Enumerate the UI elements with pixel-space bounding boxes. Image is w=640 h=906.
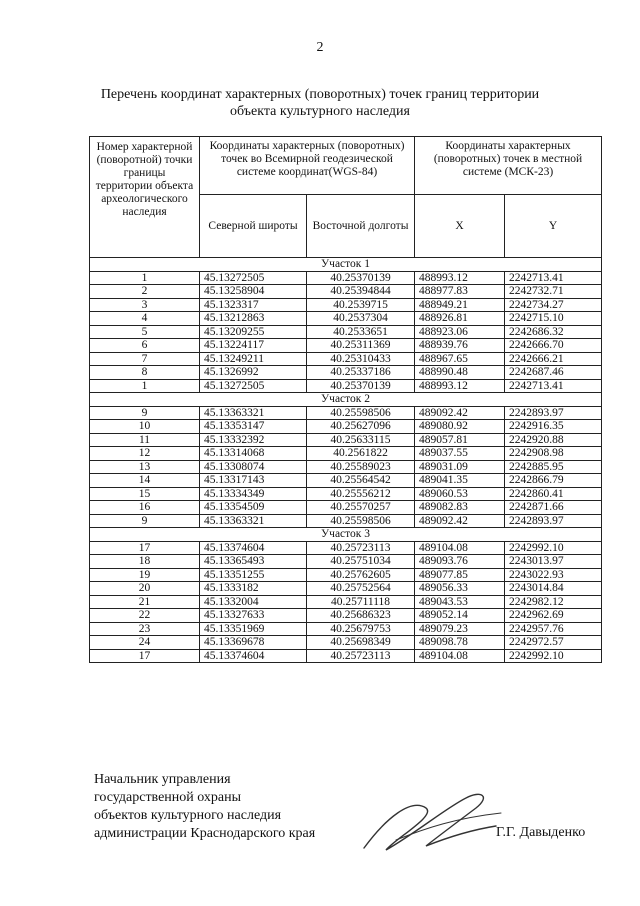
cell-latitude: 45.13363321 — [200, 406, 307, 420]
cell-point-number: 15 — [90, 487, 200, 501]
cell-longitude: 40.25310433 — [307, 352, 415, 366]
signer-position-line-4: администрации Краснодарского края — [94, 826, 316, 841]
section-label: Участок 3 — [90, 528, 602, 542]
cell-y: 2242885.95 — [505, 460, 602, 474]
cell-y: 2242893.97 — [505, 514, 602, 528]
cell-longitude: 40.25370139 — [307, 379, 415, 393]
cell-point-number: 12 — [90, 447, 200, 461]
cell-x: 488939.76 — [415, 339, 505, 353]
cell-y: 2242713.41 — [505, 379, 602, 393]
table-row — [90, 609, 602, 623]
cell-longitude: 40.25723113 — [307, 541, 415, 555]
cell-point-number: 1 — [90, 271, 200, 285]
title-line-1: Перечень координат характерных (поворотных) точек границ территории — [100, 87, 540, 102]
cell-x: 489052.14 — [415, 609, 505, 623]
signer-position-line-2: государственной охраны — [94, 790, 242, 805]
cell-y: 2242920.88 — [505, 433, 602, 447]
cell-x: 489093.76 — [415, 555, 505, 569]
cell-x: 489060.53 — [415, 487, 505, 501]
cell-y: 2243022.93 — [505, 568, 602, 582]
cell-latitude: 45.13351969 — [200, 622, 307, 636]
cell-x: 489079.23 — [415, 622, 505, 636]
cell-x: 489082.83 — [415, 501, 505, 515]
coordinates-table — [89, 136, 602, 663]
cell-longitude: 40.2561822 — [307, 447, 415, 461]
cell-latitude: 45.1332004 — [200, 595, 307, 609]
cell-y: 2242962.69 — [505, 609, 602, 623]
cell-longitude: 40.25752564 — [307, 582, 415, 596]
cell-point-number: 9 — [90, 514, 200, 528]
table-row — [90, 555, 602, 569]
cell-x: 488990.48 — [415, 366, 505, 380]
header-y: Y — [505, 195, 602, 258]
cell-latitude: 45.13209255 — [200, 325, 307, 339]
cell-y: 2242916.35 — [505, 420, 602, 434]
section-row — [90, 393, 602, 407]
cell-latitude: 45.13272505 — [200, 271, 307, 285]
table-row — [90, 339, 602, 353]
cell-latitude: 45.1323317 — [200, 298, 307, 312]
cell-latitude: 45.13374604 — [200, 649, 307, 663]
cell-point-number: 4 — [90, 312, 200, 326]
cell-longitude: 40.25751034 — [307, 555, 415, 569]
title-line-2: объекта культурного наследия — [230, 104, 410, 119]
table-row — [90, 595, 602, 609]
cell-latitude: 45.13272505 — [200, 379, 307, 393]
table-row — [90, 582, 602, 596]
table-row — [90, 352, 602, 366]
signer-name: Г.Г. Давыденко — [496, 825, 586, 840]
cell-y: 2242972.57 — [505, 636, 602, 650]
cell-point-number: 16 — [90, 501, 200, 515]
cell-longitude: 40.25589023 — [307, 460, 415, 474]
cell-longitude: 40.25311369 — [307, 339, 415, 353]
cell-x: 488923.06 — [415, 325, 505, 339]
cell-longitude: 40.2539715 — [307, 298, 415, 312]
cell-y: 2242992.10 — [505, 541, 602, 555]
section-label: Участок 2 — [90, 393, 602, 407]
cell-x: 489080.92 — [415, 420, 505, 434]
table-row — [90, 406, 602, 420]
table-row — [90, 501, 602, 515]
table-row — [90, 433, 602, 447]
cell-latitude: 45.13327633 — [200, 609, 307, 623]
cell-x: 489056.33 — [415, 582, 505, 596]
page-number: 2 — [316, 40, 324, 55]
cell-point-number: 13 — [90, 460, 200, 474]
table-row — [90, 636, 602, 650]
cell-longitude: 40.25394844 — [307, 285, 415, 299]
cell-point-number: 24 — [90, 636, 200, 650]
cell-point-number: 1 — [90, 379, 200, 393]
cell-longitude: 40.25686323 — [307, 609, 415, 623]
cell-x: 489098.78 — [415, 636, 505, 650]
header-x: X — [415, 195, 505, 258]
table-row — [90, 298, 602, 312]
table-row — [90, 541, 602, 555]
cell-latitude: 45.13332392 — [200, 433, 307, 447]
cell-y: 2242686.32 — [505, 325, 602, 339]
cell-y: 2242908.98 — [505, 447, 602, 461]
cell-y: 2242666.21 — [505, 352, 602, 366]
cell-latitude: 45.13308074 — [200, 460, 307, 474]
cell-point-number: 17 — [90, 541, 200, 555]
cell-longitude: 40.25723113 — [307, 649, 415, 663]
header-wgs-coordinates: Координаты характерных (поворотных) точек во Всемирной геодезической системе координат(WGS-84) — [200, 137, 415, 195]
cell-x: 489057.81 — [415, 433, 505, 447]
cell-y: 2242957.76 — [505, 622, 602, 636]
cell-x: 489104.08 — [415, 541, 505, 555]
cell-longitude: 40.25556212 — [307, 487, 415, 501]
cell-latitude: 45.1326992 — [200, 366, 307, 380]
cell-x: 488926.81 — [415, 312, 505, 326]
cell-y: 2242982.12 — [505, 595, 602, 609]
cell-longitude: 40.2537304 — [307, 312, 415, 326]
cell-point-number: 9 — [90, 406, 200, 420]
cell-point-number: 2 — [90, 285, 200, 299]
cell-longitude: 40.25711118 — [307, 595, 415, 609]
cell-x: 488967.65 — [415, 352, 505, 366]
cell-y: 2242666.70 — [505, 339, 602, 353]
cell-y: 2242715.10 — [505, 312, 602, 326]
cell-longitude: 40.25679753 — [307, 622, 415, 636]
cell-latitude: 45.13365493 — [200, 555, 307, 569]
header-msk-coordinates: Координаты характерных (поворотных) точек в местной системе (МСК-23) — [415, 137, 602, 195]
cell-y: 2242871.66 — [505, 501, 602, 515]
cell-point-number: 5 — [90, 325, 200, 339]
cell-x: 488993.12 — [415, 379, 505, 393]
cell-longitude: 40.25633115 — [307, 433, 415, 447]
cell-point-number: 17 — [90, 649, 200, 663]
cell-longitude: 40.25598506 — [307, 514, 415, 528]
section-row — [90, 258, 602, 272]
cell-point-number: 10 — [90, 420, 200, 434]
cell-latitude: 45.13351255 — [200, 568, 307, 582]
cell-latitude: 45.13334349 — [200, 487, 307, 501]
document-title — [60, 86, 580, 120]
cell-longitude: 40.25337186 — [307, 366, 415, 380]
cell-longitude: 40.25598506 — [307, 406, 415, 420]
cell-y: 2242893.97 — [505, 406, 602, 420]
cell-y: 2243013.97 — [505, 555, 602, 569]
cell-y: 2242713.41 — [505, 271, 602, 285]
coordinates-body — [90, 258, 602, 663]
table-row — [90, 649, 602, 663]
cell-x: 488949.21 — [415, 298, 505, 312]
cell-latitude: 45.13249211 — [200, 352, 307, 366]
cell-point-number: 22 — [90, 609, 200, 623]
signature-block — [94, 771, 315, 843]
cell-y: 2242860.41 — [505, 487, 602, 501]
cell-x: 489104.08 — [415, 649, 505, 663]
cell-x: 489092.42 — [415, 514, 505, 528]
cell-point-number: 6 — [90, 339, 200, 353]
cell-y: 2242734.27 — [505, 298, 602, 312]
table-row — [90, 568, 602, 582]
section-row — [90, 528, 602, 542]
cell-point-number: 3 — [90, 298, 200, 312]
table-row — [90, 447, 602, 461]
cell-x: 489041.35 — [415, 474, 505, 488]
cell-latitude: 45.13374604 — [200, 541, 307, 555]
section-label: Участок 1 — [90, 258, 602, 272]
cell-latitude: 45.13317143 — [200, 474, 307, 488]
header-longitude: Восточной долготы — [307, 195, 415, 258]
cell-latitude: 45.13369678 — [200, 636, 307, 650]
cell-point-number: 21 — [90, 595, 200, 609]
cell-x: 488993.12 — [415, 271, 505, 285]
cell-latitude: 45.13258904 — [200, 285, 307, 299]
cell-longitude: 40.25370139 — [307, 271, 415, 285]
signer-position-line-3: объектов культурного наследия — [94, 808, 282, 823]
cell-latitude: 45.13224117 — [200, 339, 307, 353]
header-point-number: Номер характерной (поворотной) точки границы территории объекта археологического наследия — [90, 137, 200, 258]
cell-x: 489092.42 — [415, 406, 505, 420]
table-row — [90, 474, 602, 488]
table-row — [90, 312, 602, 326]
cell-y: 2242866.79 — [505, 474, 602, 488]
cell-y: 2242732.71 — [505, 285, 602, 299]
cell-point-number: 20 — [90, 582, 200, 596]
cell-longitude: 40.25627096 — [307, 420, 415, 434]
cell-latitude: 45.13354509 — [200, 501, 307, 515]
cell-longitude: 40.25698349 — [307, 636, 415, 650]
cell-longitude: 40.2533651 — [307, 325, 415, 339]
signer-position-line-1: Начальник управления — [94, 772, 231, 787]
cell-latitude: 45.13212863 — [200, 312, 307, 326]
table-row — [90, 514, 602, 528]
cell-latitude: 45.13363321 — [200, 514, 307, 528]
table-row — [90, 460, 602, 474]
cell-point-number: 23 — [90, 622, 200, 636]
table-row — [90, 622, 602, 636]
table-row — [90, 325, 602, 339]
cell-latitude: 45.13314068 — [200, 447, 307, 461]
cell-x: 489037.55 — [415, 447, 505, 461]
table-row — [90, 379, 602, 393]
cell-longitude: 40.25762605 — [307, 568, 415, 582]
cell-point-number: 7 — [90, 352, 200, 366]
cell-y: 2242992.10 — [505, 649, 602, 663]
cell-x: 488977.83 — [415, 285, 505, 299]
handwritten-signature — [356, 778, 506, 858]
cell-y: 2242687.46 — [505, 366, 602, 380]
cell-longitude: 40.25570257 — [307, 501, 415, 515]
cell-point-number: 14 — [90, 474, 200, 488]
cell-latitude: 45.1333182 — [200, 582, 307, 596]
table-row — [90, 285, 602, 299]
table-row — [90, 366, 602, 380]
cell-point-number: 18 — [90, 555, 200, 569]
cell-point-number: 11 — [90, 433, 200, 447]
table-row — [90, 420, 602, 434]
cell-x: 489031.09 — [415, 460, 505, 474]
header-latitude: Северной широты — [200, 195, 307, 258]
table-row — [90, 487, 602, 501]
cell-y: 2243014.84 — [505, 582, 602, 596]
cell-x: 489077.85 — [415, 568, 505, 582]
cell-latitude: 45.13353147 — [200, 420, 307, 434]
cell-longitude: 40.25564542 — [307, 474, 415, 488]
table-row — [90, 271, 602, 285]
cell-point-number: 8 — [90, 366, 200, 380]
cell-x: 489043.53 — [415, 595, 505, 609]
cell-point-number: 19 — [90, 568, 200, 582]
